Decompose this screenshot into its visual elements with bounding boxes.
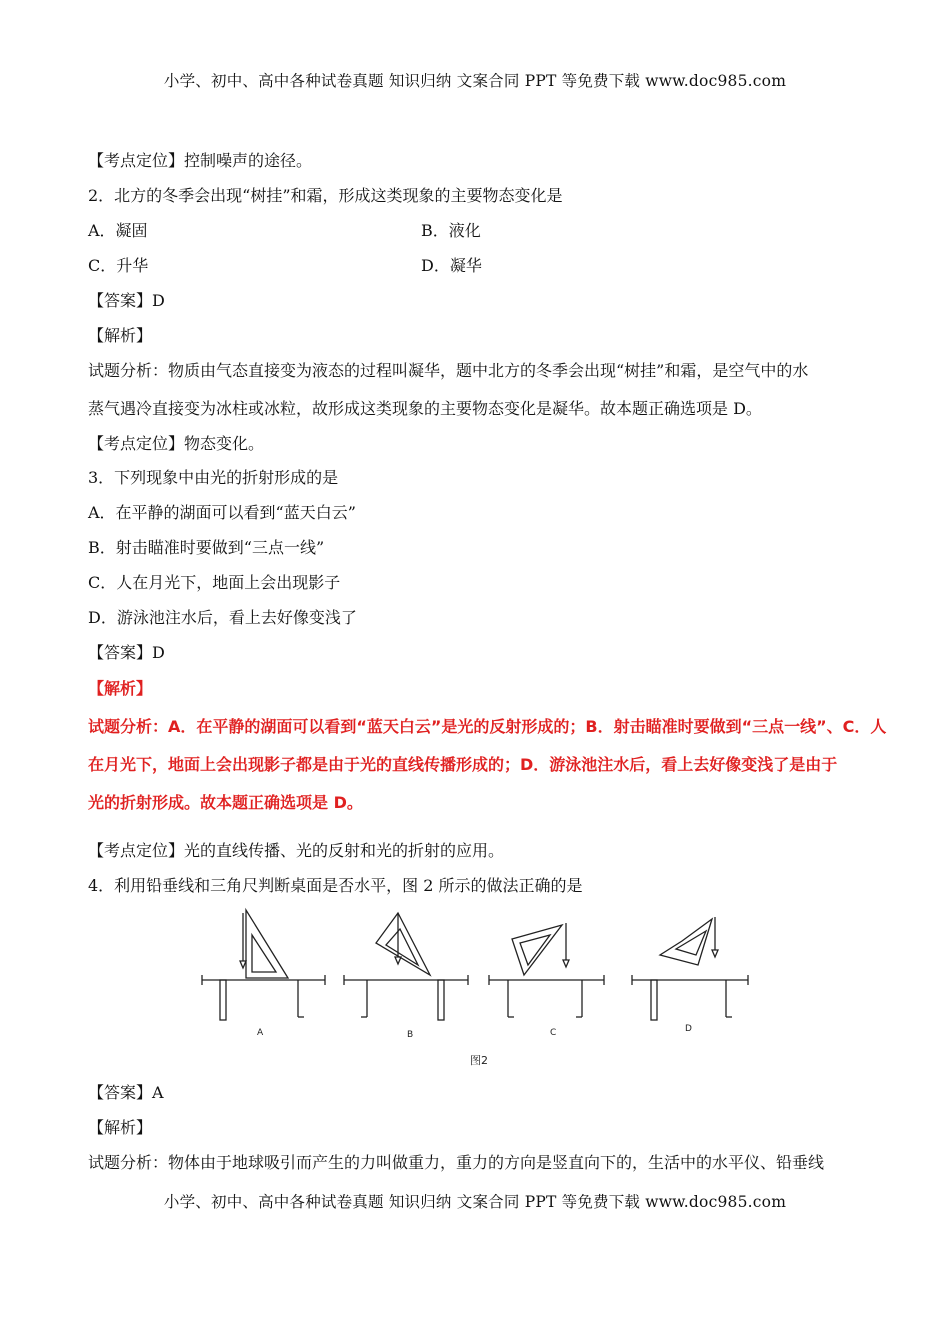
q3-option-c: C．人在月光下，地面上会出现影子	[88, 573, 341, 592]
page-header: 小学、初中、高中各种试卷真题 知识归纳 文案合同 PPT 等免费下载 www.doc985.com	[163, 72, 787, 90]
figure-panel-d	[632, 917, 748, 1020]
q2-kaodian: 【考点定位】物态变化。	[88, 434, 265, 453]
figure-label-b: B	[407, 1030, 414, 1040]
figure-panel-c	[489, 923, 604, 1017]
q3-option-b: B．射击瞄准时要做到“三点一线”	[88, 538, 325, 557]
q3-analysis-line-1: 试题分析：A．在平静的湖面可以看到“蓝天白云”是光的反射形成的；B．射击瞄准时要做到“三点一线”、C．人	[88, 717, 887, 736]
figure-panel-a	[202, 910, 325, 1020]
q3-option-a: A．在平静的湖面可以看到“蓝天白云”	[88, 503, 356, 522]
q2-option-a: A．凝固	[88, 221, 148, 240]
q4-jiexi-label: 【解析】	[88, 1118, 153, 1137]
q2-analysis-line-1: 试题分析：物质由气态直接变为液态的过程叫凝华，题中北方的冬季会出现“树挂”和霜，是空气中的水	[88, 361, 809, 380]
figure-label-d: D	[685, 1024, 692, 1034]
q3-jiexi-label: 【解析】	[88, 679, 153, 698]
q2-option-c: C．升华	[88, 256, 149, 275]
figure-panel-b	[344, 913, 468, 1020]
q3-analysis-line-3: 光的折射形成。故本题正确选项是 D。	[88, 793, 363, 812]
q2-analysis-line-2: 蒸气遇冷直接变为冰柱或冰粒，故形成这类现象的主要物态变化是凝华。故本题正确选项是 D。	[88, 399, 762, 418]
q4-analysis-line-1: 试题分析：物体由于地球吸引而产生的力叫做重力，重力的方向是竖直向下的，生活中的水平仪、铅垂线	[88, 1153, 825, 1172]
q1-kaodian: 【考点定位】控制噪声的途径。	[88, 151, 313, 170]
q3-stem: 3．下列现象中由光的折射形成的是	[88, 468, 339, 487]
q4-stem: 4．利用铅垂线和三角尺判断桌面是否水平，图 2 所示的做法正确的是	[88, 876, 583, 895]
figure-2	[200, 905, 760, 1075]
q2-option-b: B．液化	[421, 221, 481, 240]
q2-option-d: D．凝华	[421, 256, 482, 275]
figure-label-a: A	[257, 1028, 264, 1038]
q4-answer: 【答案】A	[88, 1083, 164, 1102]
q3-answer: 【答案】D	[88, 643, 165, 662]
figure-caption: 图2	[470, 1054, 488, 1067]
q2-stem: 2．北方的冬季会出现“树挂”和霜，形成这类现象的主要物态变化是	[88, 186, 563, 205]
q3-analysis-line-2: 在月光下，地面上会出现影子都是由于光的直线传播形成的；D．游泳池注水后，看上去好像变浅了是由于	[88, 755, 838, 774]
q2-jiexi-label: 【解析】	[88, 326, 153, 345]
q3-kaodian: 【考点定位】光的直线传播、光的反射和光的折射的应用。	[88, 841, 505, 860]
page-footer: 小学、初中、高中各种试卷真题 知识归纳 文案合同 PPT 等免费下载 www.doc985.com	[163, 1193, 787, 1211]
figure-label-c: C	[550, 1028, 557, 1038]
q2-answer: 【答案】D	[88, 291, 165, 310]
q3-option-d: D．游泳池注水后，看上去好像变浅了	[88, 608, 357, 627]
